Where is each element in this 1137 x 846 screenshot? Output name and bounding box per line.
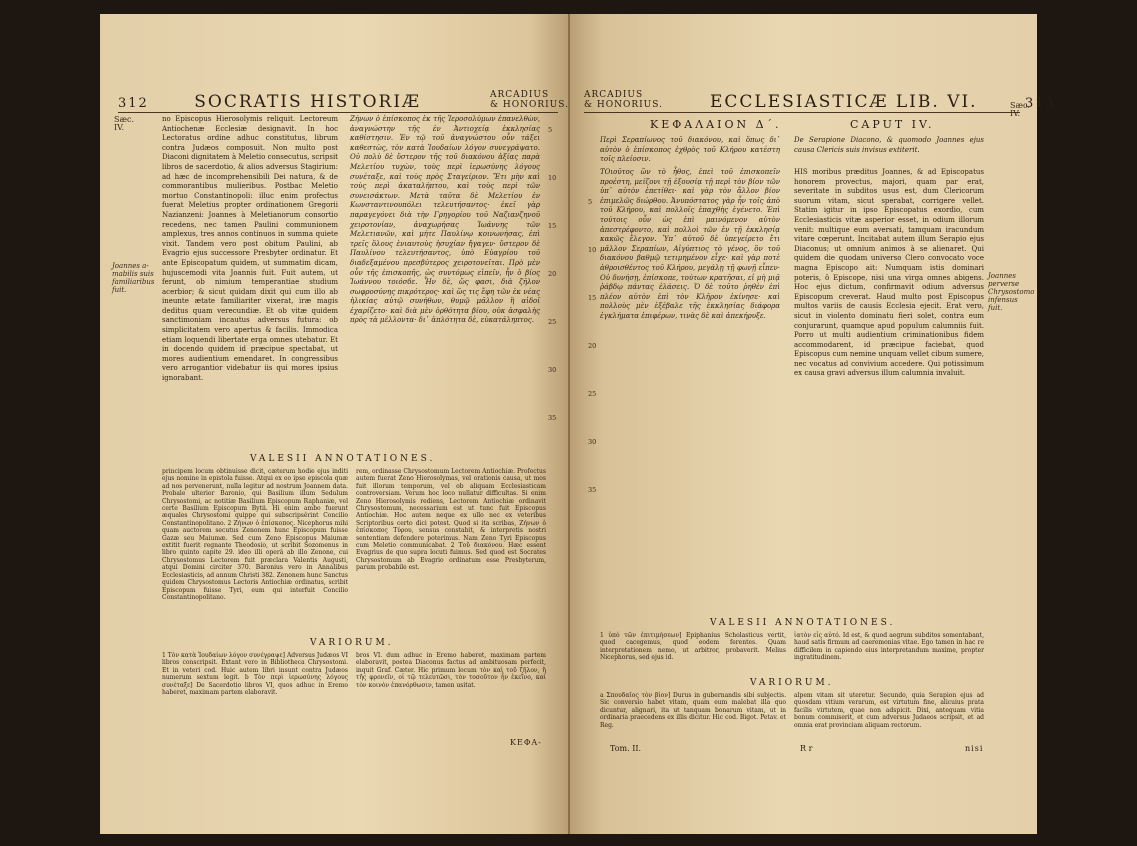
head-rule — [118, 112, 558, 113]
variorum-column-left: a Σπουδαῖος τὸν βίον] Durus in gubernandis sibi subjectis. Sic conversio habet vitam, quam eum malebat illa quo dicuntur, alignari, ita ut tanquam bonarum vitam, ut in ordinaria praecedens ex illis dicitur. Hic cod. Bigot. Petav. et Reg. — [600, 692, 786, 729]
running-title-right-line1: ARCADIUS — [490, 90, 550, 100]
right-page — [570, 14, 1056, 834]
margin-century — [1010, 102, 1030, 118]
running-title-left-line2: & HONORIUS. — [584, 100, 663, 110]
margin-note: Joannes a-mabilis suis familiaribus fuit. — [112, 262, 155, 294]
greek-column: ΤΟιοῦτος ὢν τὸ ἦθος, ἐπεὶ τοῦ ἐπισκοπεῖν προέστη, μείζονι τῇ ἐξουσίᾳ τῇ περὶ τὸν βίον τῶν ὑπ᾽ αὐτὸν ἐπετίθει· καὶ γὰρ τὸν ἄλλον βίον ἐπιμελῶς διώρθου. Ἀνυπόστατος γὰρ ἦν τοῖς ἀπὸ τοῦ Κλήρου, καὶ πολλοῖς ἐπαχθὴς ἐγένετο. Ἐπὶ τούτοις οὖν ὡς ἐπὶ μαινόμενον αὐτὸν ἀπεστρέφοντο, καὶ πολλοὶ τῶν ἐν τῇ ἐκκλησίᾳ κακῶς ἔλεγον. Ὑπ᾽ αὐτοῦ δὲ ὑπεγείρετο ἔτι μᾶλλον Σεραπίων, Αἰγύπτιος τὸ γένος, ὃν τοῦ διακόνου βαθμῷ τετιμημένον εἶχε· καὶ γὰρ ποτὲ ἀθροισθέντος τοῦ Κλήρου, μεγάλῃ τῇ φωνῇ εἶπεν· Οὐ δυνήσῃ, ἐπίσκοπε, τούτων κρατῆσαι, εἰ μὴ μιᾷ ῥάβδῳ πάντας ἐλάσεις. Ὁ δὲ τοῦτο ῥηθὲν ἐπὶ πλέον αὐτὸν ἐπὶ τὸν Κλῆρον ἐκίνησε· καὶ πολλοὺς μὲν ἐξέβαλε τῆς ἐκκλησίας διάφορα ἐγκλήματα ἐπιφέρων, τινὰς δὲ καὶ ἀπεκήρυξε. — [600, 168, 780, 320]
line-number: 35 — [588, 486, 597, 494]
running-title-left — [584, 90, 663, 110]
margin-sec-label: Sæc. — [1010, 101, 1031, 110]
margin-note: Joannes perverse Chrysostomo infensus fuit. — [988, 272, 1035, 312]
left-page — [100, 14, 568, 834]
running-title-right-line2: & HONORIUS. — [490, 100, 569, 110]
line-number: 15 — [548, 222, 557, 230]
line-number: 25 — [588, 390, 597, 398]
notes-heading: VALESII ANNOTATIONES. — [250, 454, 436, 464]
catchword: ΚΕΦΑ- — [510, 738, 542, 747]
notes-column-left: 1 ὑπὸ τῶν ἐπιτιμήσεων] Epiphanius Scholasticus vertit, quod cacegemus, quod eodem ferentes. Quam interpretationem nemo, ut arbitror, probaverit. Melius Nicephorus, sed ejus id. — [600, 632, 786, 662]
latin-column: HIS moribus præditus Joannes, & ad Episcopatus honorem provectus, majori, quam par erat, severitate in subditos usus est, dum Clericorum suorum vitam, sicut sperabat, corrigere vellet. Statim igitur in ipso Episcopatus exordio, cum Ecclesiasticis vitæ asperior esset, in odium illorum venit: multique eum aversati, tamquam iracundum vitare cœperunt. Incitabat autem illum Serapio ejus Diaconus; ut omnium animos à se alienaret. Qui quidem die quodam universo Clero convocato voce magna Episcopo ait: Numquam istis dominari poteris, ô Episcope, nisi una virga omnes abigens. Hoc ejus dictum, confirmavit odium adversus Episcopum creverat. Haud multo post Episcopus multos variis de causis Ecclesia ejecit. Erat vero, sicut in violento dominatu fieri solet, contra eum conjurarunt, quamque apud populum calumniis fuit. Porro ut multi audientium criminationibus fidem accommodarent, id præcipue faciebat, quod Episcopus cum nemine unquam vellet cibum sumere, nec vocatus ad convivium accedere. Qui potissimum ex causa gravi adversus illum calumnia invaluit. — [794, 168, 984, 378]
page-number: 312 — [118, 96, 149, 111]
head-rule — [584, 112, 1020, 113]
latin-column: no Episcopus Hierosolymis reliquit. Lectoreum Antiochenæ Ecclesiæ designavit. In hoc Lectoratus ordine adhuc constitutus, librum contra Judæos composuit. Non multo post Diaconi dignitatem à Meletio consecutus, scripsit libros de sacerdotio, & alios adversus Stagirium: ad hæc de incomprehensibili Dei natura, & de commorantibus mulieribus. Postbac Meletio mortuo Constantinopoli: illuc enim profectus fuerat Meletius propter ordinationem Gregorii Nazianzeni: Joannes à Meletianorum consortio recedens, nec tamen Paulini communionem amplexus, tres annos continuos in summa quiete vixit. Tandem vero post obitum Paulini, ab Evagrio ejus successore Presbyter ordinatur. Et ante Episcopatum quidem, ut summatim dicam, hujuscemodi vita Joannis fuit. Fuit autem, ut ferunt, ob nimium temperantiae studium acerbior; & sicut quidam dixit qui cum illo ab ineunte ætate familiariter vixerat, iræ magis deditus quam verecundiæ. Et ob vitæ quidem sanctimoniam incautus adversus futura: ob simplicitatem vero apertus & facilis. Immodica etiam loquendi libertate erga omnes utebatur. Et in docendo quidem id præcipue spectabat, ut mores audientium emendaret. In congressibus vero arrogantior videbatur iis qui mores ipsius ignorabant. — [162, 115, 338, 383]
line-number: 20 — [588, 342, 597, 350]
variorum-column-right: bros VI. dum adhuc in Eremo haberet, maximam partem elaboravit, postea Diaconus factus ad ambituosam perfecit, inquit Graf. Cæter. Hic primum locum τὸν καὶ τοῦ ζῆλον, ἢ τῆς φρονεῖν, οἱ τῷ τελευτῶσι, τὸν τοσοῦτον ἦν ἐκεῖνο, καὶ τὸν κοινὸν ἐπανόρθωσιν, tamen usitat. — [356, 652, 546, 689]
variorum-heading: VARIORUM. — [310, 638, 394, 648]
volume-signature: Tom. II. — [610, 744, 642, 753]
line-number: 30 — [588, 438, 597, 446]
running-title-left-line1: ARCADIUS — [584, 90, 644, 100]
line-number: 10 — [588, 246, 597, 254]
line-number: 5 — [588, 198, 593, 206]
notes-heading: VALESII ANNOTATIONES. — [710, 618, 896, 628]
running-title: ECCLESIASTICÆ LIB. VI. — [710, 92, 978, 112]
variorum-heading: VARIORUM. — [750, 678, 834, 688]
margin-century — [114, 116, 134, 132]
line-number: 25 — [548, 318, 557, 326]
latin-chapter-heading: CAPUT IV. — [850, 118, 935, 131]
variorum-column-right: alpem vitam sit uteretur. Secundo, quia Serapion ejus ad quosdam vitium verarum, est virtutum fine, alicuius prata facilis virtutem, quae non adspicit. Dixi, antequam vitia bonum commiserit, et cum adversus Judaeos scripsit, et ad omnia erat provinciam aliquam rectorum. — [794, 692, 984, 729]
margin-century-label: IV. — [1010, 109, 1021, 118]
line-number: 10 — [548, 174, 557, 182]
line-number: 5 — [548, 126, 553, 134]
running-title-right — [490, 90, 569, 110]
notes-column-left: principem locum obtinuisse dicit, cæterum hodie ejus inditi ejus nomine in epistola fuisse. Atqui ex eo ipse episcola quæ ad nos pervenerunt, nulla legitur ad nostrum Joannem data. Probale ulterior Baronio, qui Basilium illum Sedulum Chrysostomi, ac notitiæ Basilium Episcopum Raphaniæ, vel certe Basilium Episcopum Bytii. Hi enim ambo fuerunt æquales Chrysostomi quippe qui subscripsêrint Concilio Constantinopolitano. 2 Ζήνων ὁ ἐπίσκοπος. Nicephorus mihi quam auctorem secutus Zenonem hunc Episcopum fuisse Gazæ seu Maiumæ. Sed cum Zeno Episcopus Maiumæ extitit fuerit regnante Theodosio, ut scribit Sozomenus in libro quinto capite 29. ideo illi operâ ab illo Zenone, cui Chrysostomus Lectorem fuit præclara Valentis Augusti, atqui Domini circiter 370. Baronius vero in Annalibus Ecclesiasticis, ad annum Christi 382. Zenonem hunc Sanctus quidem Chrysostomus Lectoris Antiochiæ ordinatus, scribit Episcopum fuisse Tyri, eum qui interfuit Concilio Constantinopolitano. — [162, 468, 348, 601]
catchword: nisi — [965, 744, 984, 753]
greek-column: Ζήνων ὁ ἐπίσκοπος ἐκ τῆς Ἱεροσολύμων ἐπανελθὼν, ἀναγνώστην τῆς ἐν Ἀντιοχείᾳ ἐκκλησίας καθίστησιν. Ἐν τῷ τοῦ ἀναγνώστου οὖν τάξει καθεστὼς, τὸν κατὰ Ἰουδαίων λόγον συνεγράψατο. Οὐ πολὺ δὲ ὕστερον τῆς τοῦ διακόνου ἀξίας παρὰ Μελετίου τυχὼν, τοὺς περὶ ἱερωσύνης λόγους συνέταξε, καὶ τοὺς πρὸς Σταγείριον. Ἔτι μὴν καὶ τοὺς περὶ ἀκαταλήπτου, καὶ τοὺς περὶ τῶν συνεισάκτων. Μετὰ ταῦτα δὲ Μελετίου ἐν Κωνσταντινουπόλει τελευτήσαντος· ἐκεῖ γὰρ παραγεγόνει διὰ τὴν Γρηγορίου τοῦ Ναζιανζηνοῦ χειροτονίαν, ἀναχωρήσας Ἰωάννης τῶν Μελετιανῶν, καὶ μήτε Παυλίνῳ κοινωνήσας, ἐπὶ τρεῖς ὅλους ἐνιαυτοὺς ἡσυχίαν ἤγαγεν· ὕστερον δὲ Παυλίνου τελευτήσαντος, ὑπὸ Εὐαγρίου τοῦ διαδεξαμένου πρεσβύτερος χειροτονεῖται. Πρὸ μὲν οὖν τῆς ἐπισκοπῆς, ὡς συντόμως εἰπεῖν, ἦν ὁ βίος Ἰωάννου τοιόσδε. Ἦν δὲ, ὥς φασι, διὰ ζῆλον σωφροσύνης πικρότερος· καὶ ὥς τις ἔφη τῶν ἐκ νέας ἡλικίας αὐτῷ συνήθων, θυμῷ μᾶλλον ἢ αἰδοῖ ἐχαρίζετο· καὶ διὰ μὲν ὀρθότητα βίου, οὐκ ἀσφαλὴς πρὸς τὰ μέλλοντα· δι᾽ ἁπλότητα δὲ, εὐκατάληπτος. — [350, 115, 540, 325]
variorum-column-left: 1 Τὸν κατὰ Ἰουδαίων λόγον συνέγραψε] Adversus Judæos VI libros conscripsit. Extant vero in Bibliotheca Chrysostomi. Et in veteri cod. Huic autem libri insunt contra Judæos numerum sextum legit. b Τὸν περὶ ἱερωσύνης λόγους συνέταξε] De Sacerdotio libros VI, quos adhuc in Eremo haberet, maximam partem elaboravit. — [162, 652, 348, 697]
page-number: 313 — [1025, 96, 1056, 111]
line-number: 30 — [548, 366, 557, 374]
running-title: SOCRATIS HISTORIÆ — [194, 92, 422, 112]
greek-summary: Περὶ Σεραπίωνος τοῦ διακόνου, καὶ ὅπως δι᾽ αὐτὸν ὁ ἐπίσκοπος ἐχθρὸς τοῦ Κλήρου κατέστη τοῖς πλείοσιν. — [600, 136, 780, 164]
sheet-signature: R r — [800, 744, 813, 753]
notes-column-right: ἰατὸν εἰς αὐτό. Id est, & quod aegrum subditos somentabant, haud satis firmum ad caeremonias vitae. Ego tamen in hac re difficilem in capiendo eius interpretandum maxime, propter ingratitudinem. — [794, 632, 984, 662]
right-running-head — [710, 92, 1056, 112]
line-number: 15 — [588, 294, 597, 302]
latin-summary: De Serapione Diacono, & quomodo Joannes ejus causa Clericis suis invisus extiterit. — [794, 136, 984, 154]
greek-chapter-heading: ΚΕΦΑΛΑΙΟΝ Δ΄. — [650, 118, 782, 131]
notes-column-right: rem, ordinasse Chrysostomum Lectorem Antiochiæ. Profectus autem fuerat Zeno Hierosolymas, vel orationis causa, ut mos fuit illorum temporum, vel ob aliquam Ecclesiasticam controversiam. Verum hoc loco nullatur difficultas. Si enim Zeno Hierosolymis rediens, Lectorem Antiochiæ ordinavit Chrysostomum, necessarium est ut tunc fuit Episcopus Antiochiæ. Hoc autem neque ex ullo nec ex veteribus Scriptoribus certo dici potest. Quod si ita scribas, Ζήνων ὁ ἐπίσκοπος Τύρου, sensus constabit, & interpretis nostri sententiam defendere poterimus. Nam Zeno Tyri Episcopus cum Meletio communicabat. 2 Τοῦ διακόνου. Hæc essent Evagrius de quo supra locuti fuimus. Sed quod est Socrates Chrysostomum ab Evagrio ordinatum esse Presbyterum, parum probabile est. — [356, 468, 546, 572]
line-number: 35 — [548, 414, 557, 422]
left-running-head — [118, 92, 421, 112]
margin-sec-label: Sæc. — [114, 115, 135, 124]
margin-century-label: IV. — [114, 123, 125, 132]
line-number: 20 — [548, 270, 557, 278]
